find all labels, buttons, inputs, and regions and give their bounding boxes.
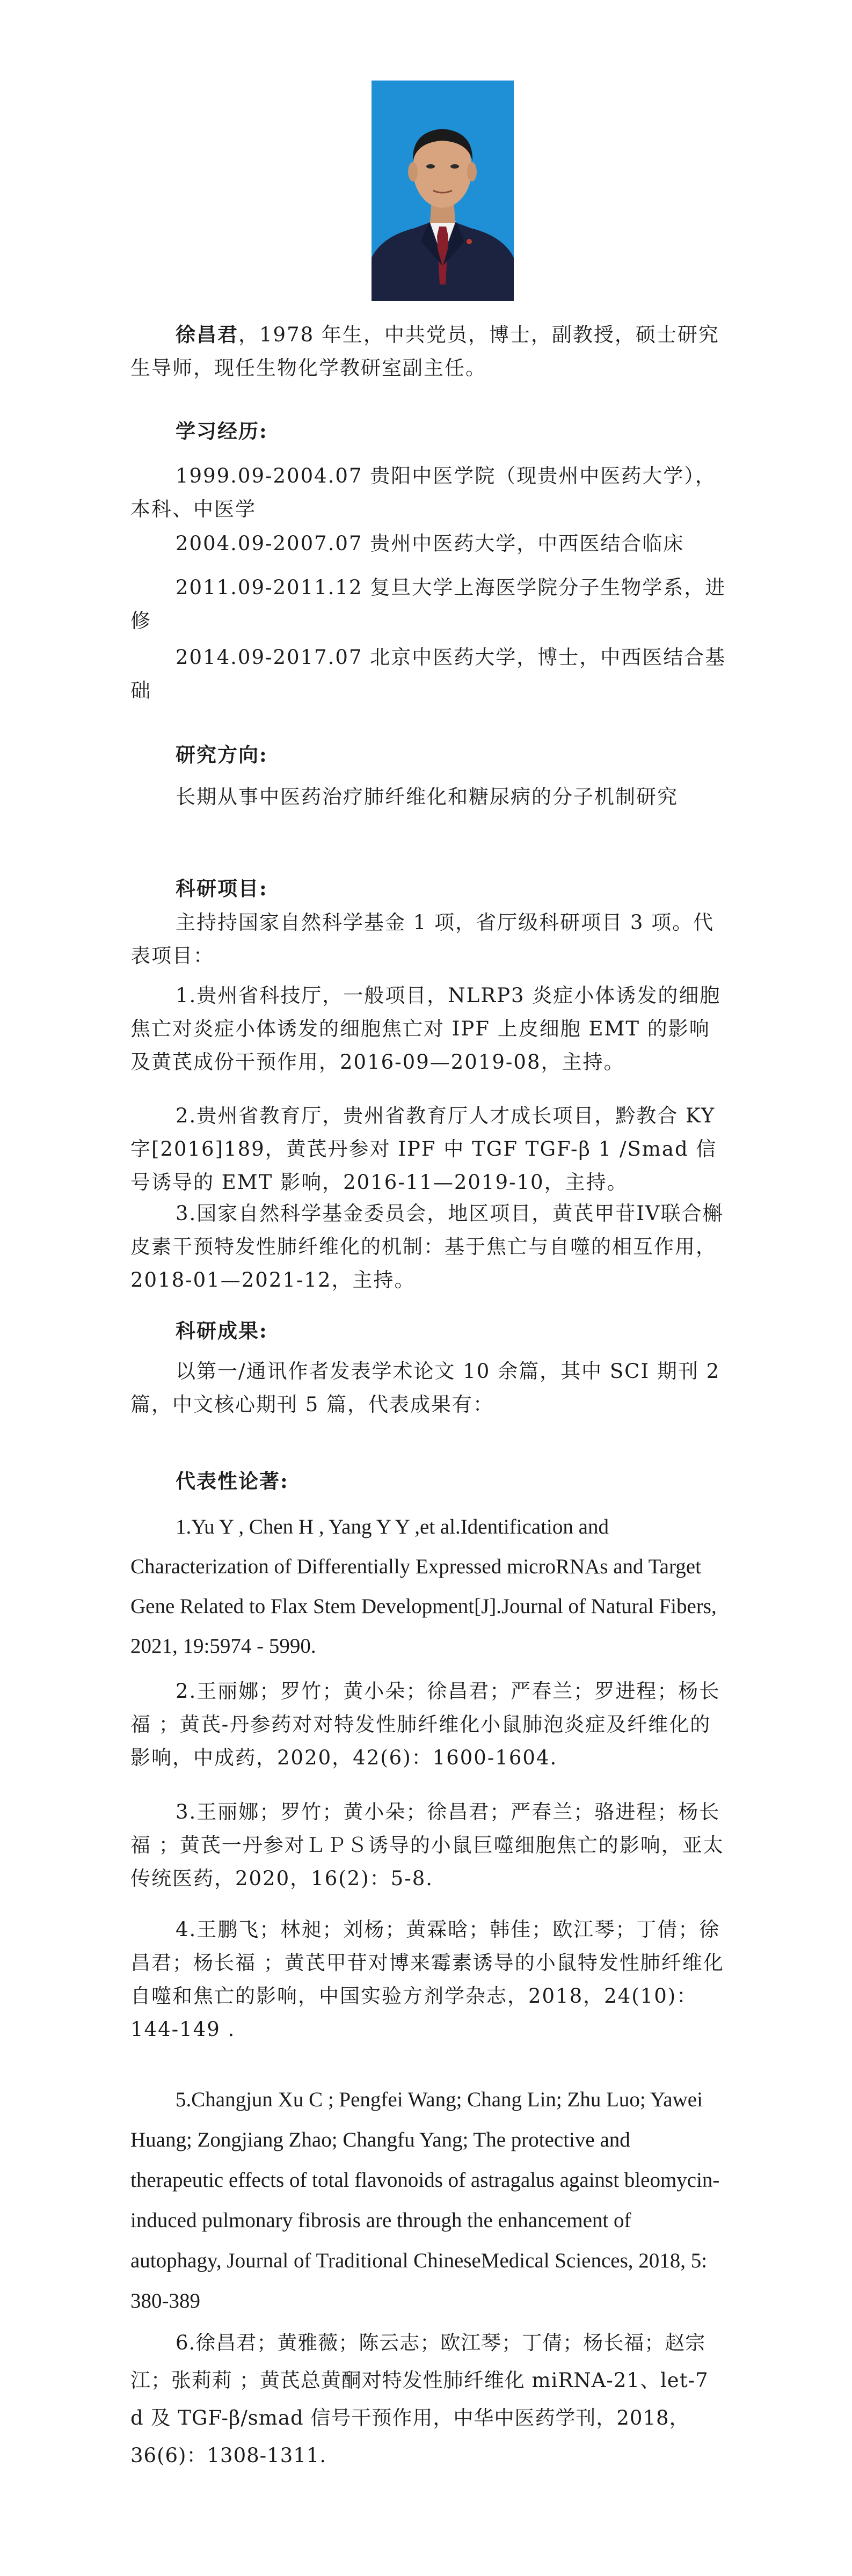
achievements-text: 以第一/通讯作者发表学术论文 10 余篇，其中 SCI 期刊 2 篇，中文核心期刊 5 篇，代表成果有： <box>130 1360 720 1416</box>
publications-heading: 代表性论著: <box>176 1469 289 1493</box>
education-heading: 学习经历: <box>176 419 268 443</box>
publication-item: 4.王鹏飞；林昶；刘杨；黄霖晗；韩佳；欧江琴；丁倩；徐昌君；杨长福 ；黄芪甲苷对博来霉素诱导的小鼠特发性肺纤维化 自噬和焦亡的影响，中国实验方剂学杂志，2018，24(10)：144-149 . <box>130 1918 724 2041</box>
achievements-heading: 科研成果: <box>176 1319 268 1342</box>
research-direction-heading: 研究方向: <box>176 743 268 767</box>
publication-item: 5.Changjun Xu C ; Pengfei Wang; Chang Lin; Zhu Luo; Yawei Huang; Zongjiang Zhao; Changfu Yang; The protective and therapeutic effects of total flavonoids of astragalus against bleomycin- induced pulmonary fibrosis are through the enhancement of autophagy, Journal of Traditional ChineseMedical Sciences, 2018, 5: 380-389 <box>130 2088 720 2312</box>
publication-item: 3.王丽娜；罗竹；黄小朵；徐昌君；严春兰；骆进程；杨长福 ；黄芪一丹参对ＬＰＳ诱导的小鼠巨噬细胞焦亡的影响，亚太传统医药，2020，16(2)：5-8. <box>130 1800 724 1890</box>
publication-item: 6.徐昌君；黄雅薇；陈云志；欧江琴；丁倩；杨长福；赵宗江；张莉莉 ；黄芪总黄酮对特发性肺纤维化 miRNA-21、let-7 d 及 TGF-β/smad 信号干预作用，中华中医药学刊，2018，36(6)：1308-1311. <box>130 2331 709 2467</box>
portrait-photo <box>372 81 514 301</box>
project-item: 2.贵州省教育厅，贵州省教育厅人才成长项目，黔教合 KY 字[2016]189，黄芪丹参对 IPF 中 TGF TGF-β 1 /Smad 信号诱导的 EMT 影响，2016-11—2019-10，主持。 <box>130 1104 717 1194</box>
project-item: 3.国家自然科学基金委员会，地区项目，黄芪甲苷IV联合槲皮素干预特发性肺纤维化的机制：基于焦亡与自噬的相互作用， 2018-01—2021-12，主持。 <box>130 1202 724 1291</box>
project-item: 1.贵州省科技厅，一般项目，NLRP3 炎症小体诱发的细胞焦亡对炎症小体诱发的细胞焦亡对 IPF 上皮细胞 EMT 的影响及黄芪成份干预作用，2016-09—2019-08，主持。 <box>130 984 721 1074</box>
projects-summary: 主持持国家自然科学基金 1 项，省厅级科研项目 3 项。代表项目： <box>130 911 715 967</box>
education-item: 2011.09-2011.12 复旦大学上海医学院分子生物学系，进修 <box>130 576 726 632</box>
portrait-illustration <box>372 81 514 301</box>
education-item: 1999.09-2004.07 贵阳中医学院（现贵州中医药大学），本科、中医学 <box>130 464 716 521</box>
publication-item: 1.Yu Y , Chen H , Yang Y Y ,et al.Identification and Characterization of Differentially Expressed microRNAs and Target Gene Related to Flax Stem Development[J].Journal of Natural Fibers, 2021, 19:5974 - 5990. <box>130 1515 717 1658</box>
research-direction-text: 长期从事中医药治疗肺纤维化和糖尿病的分子机制研究 <box>176 785 678 808</box>
publication-item: 2.王丽娜；罗竹；黄小朵；徐昌君；严春兰；罗进程；杨长福 ；黄芪-丹参药对对特发性肺纤维化小鼠肺泡炎症及纤维化的影响，中成药，2020，42(6)：1600-1604. <box>130 1680 720 1769</box>
education-item: 2004.09-2007.07 贵州中医药大学，中西医结合临床 <box>176 532 684 555</box>
intro-text: ，1978 年生，中共党员，博士，副教授，硕士研究生导师，现任生物化学教研室副主任。 <box>130 323 719 380</box>
intro-paragraph <box>130 318 726 385</box>
projects-heading: 科研项目: <box>176 877 268 900</box>
person-name: 徐昌君 <box>176 323 238 346</box>
education-item: 2014.09-2017.07 北京中医药大学，博士，中西医结合基础 <box>130 646 726 702</box>
